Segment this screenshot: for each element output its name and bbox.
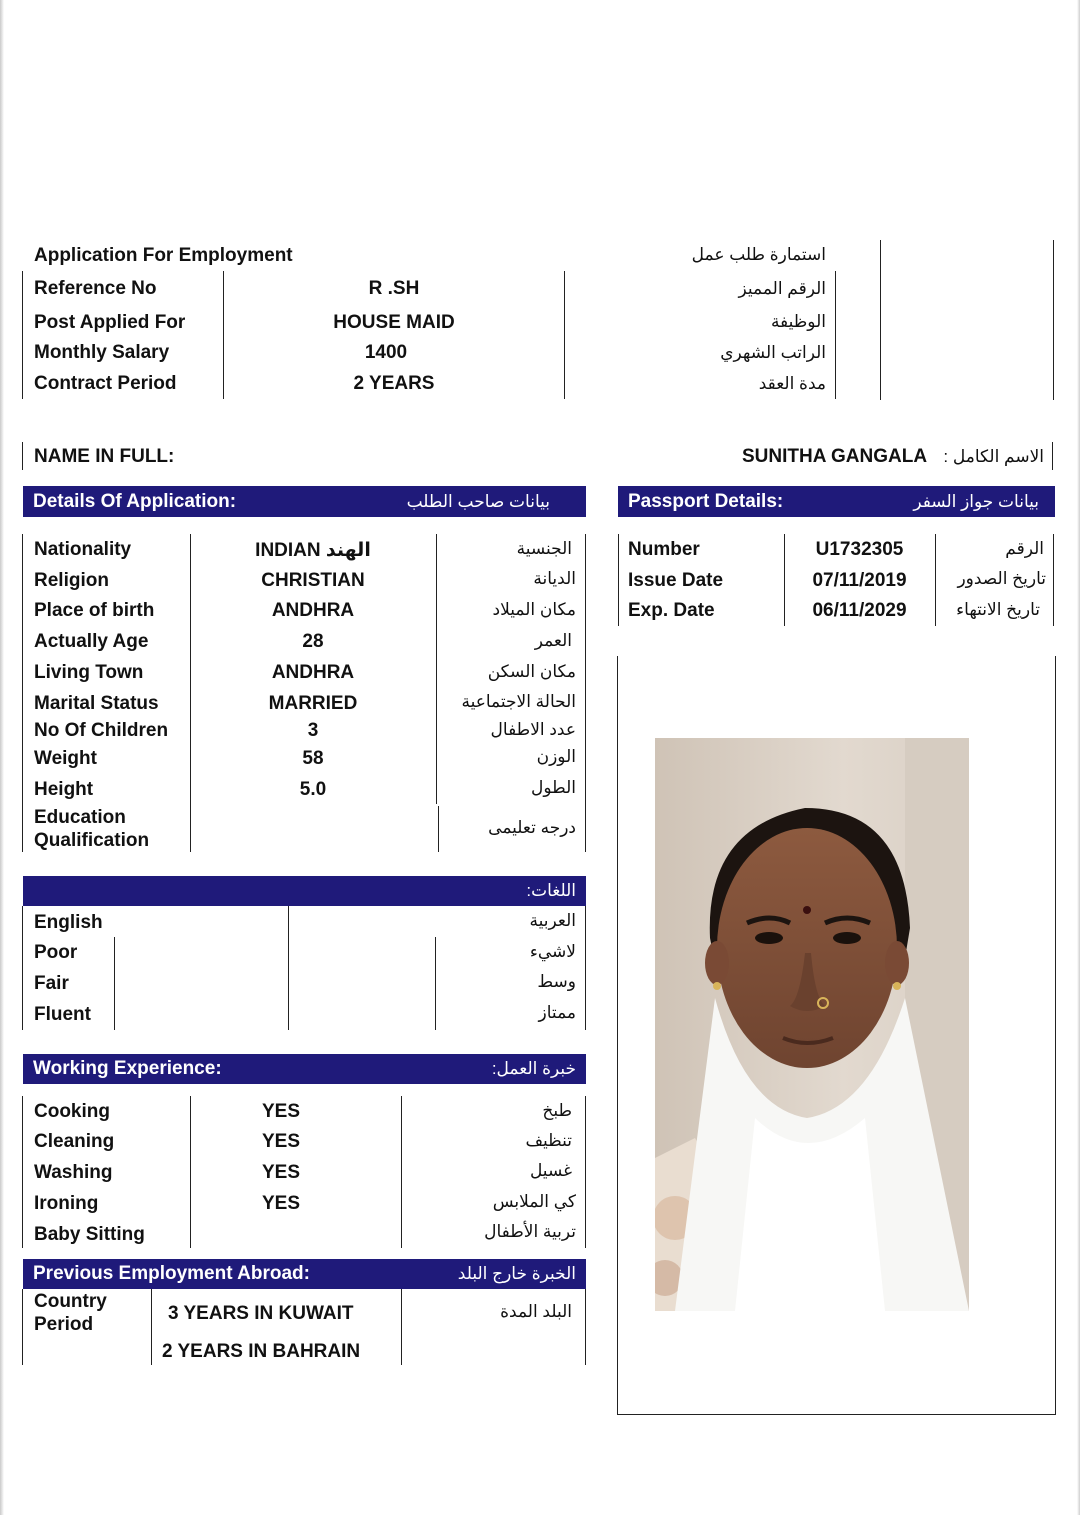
age-label-ar: العمر [534, 631, 572, 650]
divider [22, 1289, 23, 1365]
salary-label-ar: الراتب الشهري [720, 343, 826, 362]
divider [223, 271, 224, 399]
children-value: 3 [307, 720, 319, 741]
education-label-line2: Qualification [34, 830, 150, 851]
nationality-label-ar: الجنسية [516, 539, 572, 558]
form-title-en: Application For Employment [34, 245, 293, 266]
religion-label: Religion [34, 570, 109, 591]
passport-number-label-ar: الرقم [1005, 539, 1044, 558]
previous-entry-2: 2 YEARS IN BAHRAIN [162, 1341, 361, 1362]
issue-date-value: 07/11/2019 [812, 570, 907, 591]
divider [585, 906, 586, 1030]
languages-header-bar [23, 876, 586, 906]
weight-label: Weight [34, 748, 97, 769]
language-arabic-label: العربية [529, 911, 576, 930]
post-value: HOUSE MAID [333, 312, 455, 333]
education-label-line1: Education [34, 807, 126, 828]
nationality-label: Nationality [34, 539, 132, 560]
living-town-value: ANDHRA [271, 662, 355, 683]
reference-value: R .SH [368, 278, 420, 299]
birthplace-value: ANDHRA [271, 600, 355, 621]
salary-label: Monthly Salary [34, 342, 170, 363]
birthplace-label: Place of birth [34, 600, 155, 621]
marital-label: Marital Status [34, 693, 159, 714]
divider [618, 534, 619, 626]
divider [22, 906, 23, 1030]
issue-date-label-ar: تاريخ الصدور [957, 569, 1046, 588]
height-value: 5.0 [299, 779, 327, 800]
age-label: Actually Age [34, 631, 149, 652]
page-edge-left [0, 0, 4, 1515]
divider [435, 937, 436, 1030]
divider [935, 534, 936, 626]
application-title: Details Of Application: [33, 490, 237, 512]
level-fair-label-ar: وسط [537, 972, 576, 991]
name-value: SUNITHA GANGALA [742, 446, 928, 467]
divider [880, 240, 881, 400]
contract-value: 2 YEARS [353, 373, 435, 394]
country-label: Country [34, 1291, 107, 1312]
passport-title: Passport Details: [628, 490, 784, 512]
salary-value: 1400 [364, 342, 408, 363]
nationality-value: INDIAN الهند [255, 540, 371, 561]
children-label: No Of Children [34, 720, 169, 741]
reference-label-ar: الرقم المميز [738, 279, 826, 298]
weight-value: 58 [302, 748, 324, 769]
cleaning-value: YES [262, 1131, 301, 1152]
divider [585, 534, 586, 852]
divider [436, 534, 437, 804]
applicant-photo [655, 738, 969, 1311]
marital-value: MARRIED [268, 693, 358, 714]
ironing-label-ar: كي الملابس [492, 1192, 576, 1211]
divider [22, 271, 23, 399]
divider [1053, 240, 1054, 400]
children-label-ar: عدد الاطفال [490, 720, 576, 739]
cleaning-label: Cleaning [34, 1131, 115, 1152]
weight-label-ar: الوزن [536, 747, 576, 766]
previous-header-bar [23, 1259, 586, 1289]
washing-label: Washing [34, 1162, 113, 1183]
name-label: NAME IN FULL: [34, 446, 175, 467]
passport-number-label: Number [628, 539, 700, 560]
divider [564, 271, 565, 399]
contract-label: Contract Period [34, 373, 177, 394]
ironing-label: Ironing [34, 1193, 99, 1214]
experience-title: Working Experience: [33, 1058, 222, 1079]
exp-date-label: Exp. Date [628, 600, 715, 621]
level-fluent-label: Fluent [34, 1004, 91, 1025]
portrait-image [655, 738, 969, 1311]
language-english-label: English [34, 912, 103, 933]
previous-title-ar: الخبرة خارج البلد [457, 1264, 576, 1283]
form-title-ar: استمارة طلب عمل [691, 245, 826, 264]
living-town-label-ar: مكان السكن [487, 662, 576, 681]
name-label-ar: الاسم الكامل : [943, 447, 1044, 466]
divider [835, 271, 836, 399]
passport-number-value: U1732305 [815, 539, 904, 560]
ironing-value: YES [262, 1193, 301, 1214]
level-fair-label: Fair [34, 973, 69, 994]
cooking-value: YES [262, 1101, 301, 1122]
previous-entry-1: 3 YEARS IN KUWAIT [168, 1303, 354, 1324]
babysitting-label-ar: تربية الأطفال [484, 1222, 576, 1241]
post-label-ar: الوظيفة [770, 312, 826, 331]
languages-title-ar: اللغات: [526, 881, 576, 900]
marital-label-ar: الحالة الاجتماعية [461, 692, 576, 711]
divider [22, 534, 23, 852]
level-poor-label-ar: لاشيء [529, 942, 576, 961]
divider [401, 1096, 402, 1248]
passport-header-bar [618, 486, 1055, 517]
height-label: Height [34, 779, 94, 800]
age-value: 28 [302, 631, 324, 652]
religion-label-ar: الديانة [533, 569, 576, 588]
babysitting-label: Baby Sitting [34, 1224, 145, 1245]
passport-title-ar: بيانات جواز السفر [913, 491, 1039, 511]
level-poor-label: Poor [34, 942, 78, 963]
divider [190, 1096, 191, 1248]
height-label-ar: الطول [531, 778, 576, 797]
reference-label: Reference No [34, 278, 157, 299]
divider [22, 1096, 23, 1248]
level-fluent-label-ar: ممتاز [538, 1003, 576, 1022]
washing-value: YES [262, 1162, 301, 1183]
experience-header-bar [23, 1054, 586, 1084]
issue-date-label: Issue Date [628, 570, 724, 591]
experience-title-ar: خبرة العمل: [491, 1059, 576, 1078]
previous-title: Previous Employment Abroad: [33, 1263, 310, 1284]
contract-label-ar: مدة العقد [758, 374, 826, 393]
divider [585, 1289, 586, 1365]
exp-date-value: 06/11/2029 [812, 600, 907, 621]
post-label: Post Applied For [34, 312, 186, 333]
cooking-label: Cooking [34, 1101, 110, 1122]
divider [1053, 534, 1054, 626]
application-title-ar: بيانات صاحب الطلب [406, 491, 550, 511]
divider [585, 1096, 586, 1248]
period-label: Period [34, 1314, 94, 1335]
living-town-label: Living Town [34, 662, 144, 683]
exp-date-label-ar: تاريخ الانتهاء [956, 600, 1040, 619]
divider [22, 442, 23, 470]
divider [438, 806, 439, 852]
divider [114, 937, 115, 1030]
divider [401, 1289, 402, 1365]
religion-value: CHRISTIAN [261, 570, 365, 591]
previous-label-ar: البلد المدة [500, 1302, 572, 1321]
cooking-label-ar: طبخ [542, 1101, 572, 1120]
divider [1052, 442, 1053, 470]
washing-label-ar: غسيل [529, 1161, 572, 1180]
education-label-ar: درجه تعليمى [488, 818, 576, 837]
cleaning-label-ar: تنظيف [525, 1131, 572, 1150]
divider [151, 1289, 152, 1365]
birthplace-label-ar: مكان الميلاد [492, 600, 576, 619]
divider [288, 906, 289, 1030]
application-header-bar [23, 486, 586, 517]
